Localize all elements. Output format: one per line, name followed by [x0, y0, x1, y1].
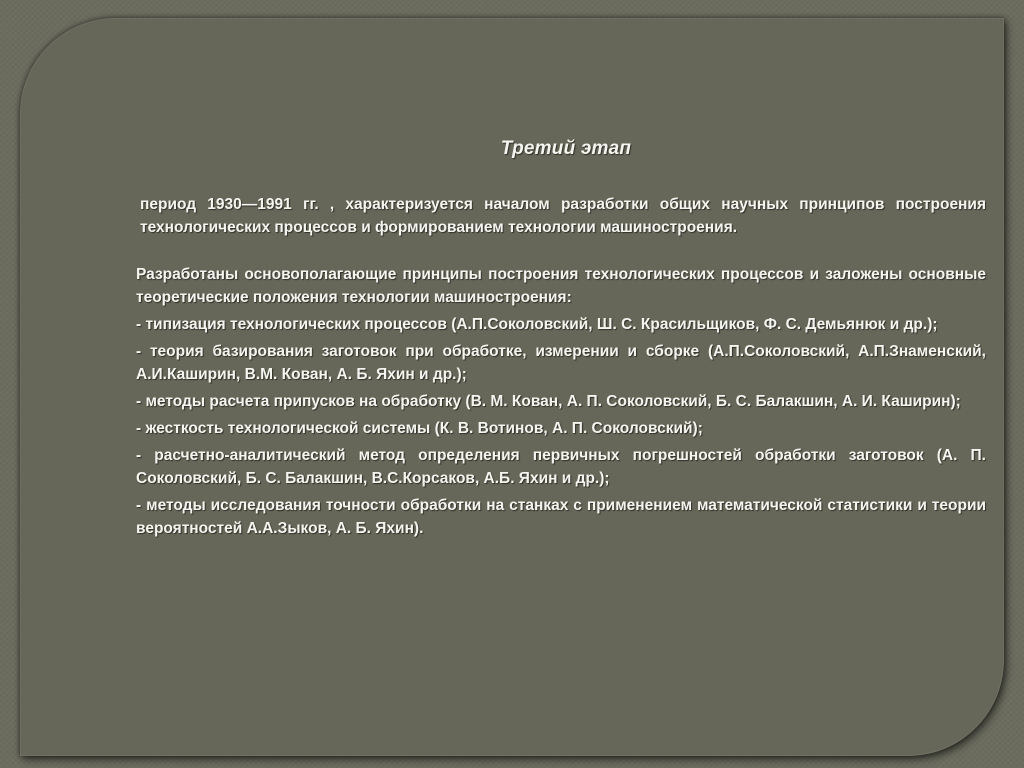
list-item: - теория базирования заготовок при обработке, измерении и сборке (А.П.Соколовский, А.П.Знаменский, А.И.Каширин, В.М. Кован, А. Б. Яхин и др.); — [136, 343, 986, 383]
list-item: - методы исследования точности обработки на станках с применением математической статистики и теории вероятностей А.А.Зыков, А. Б. Яхин). — [136, 497, 986, 537]
slide-content — [136, 138, 986, 544]
list-item: - методы расчета припусков на обработку (В. М. Кован, А. П. Соколовский, Б. С. Балакшин, А. И. Каширин); — [136, 393, 961, 410]
slide-title: Третий этап — [500, 138, 632, 159]
intro-paragraph: период 1930—1991 гг. , характеризуется началом разработки общих научных принципов построения технологических процессов и формированием технологии машиностроения. — [140, 196, 986, 236]
list-item: - расчетно-аналитический метод определения первичных погрешностей обработки заготовок (А. П. Соколовский, Б. С. Балакшин, В.С.Корсаков, А.Б. Яхин и др.); — [136, 447, 986, 487]
list-item: - типизация технологических процессов (А.П.Соколовский, Ш. С. Красильщиков, Ф. С. Демьянюк и др.); — [136, 316, 938, 333]
lead-paragraph: Разработаны основополагающие принципы построения технологических процессов и заложены основные теоретические положения технологии машиностроения: — [136, 266, 986, 306]
list-item: - жесткость технологической системы (К. В. Вотинов, А. П. Соколовский); — [136, 420, 703, 437]
slide-panel — [20, 18, 1004, 756]
